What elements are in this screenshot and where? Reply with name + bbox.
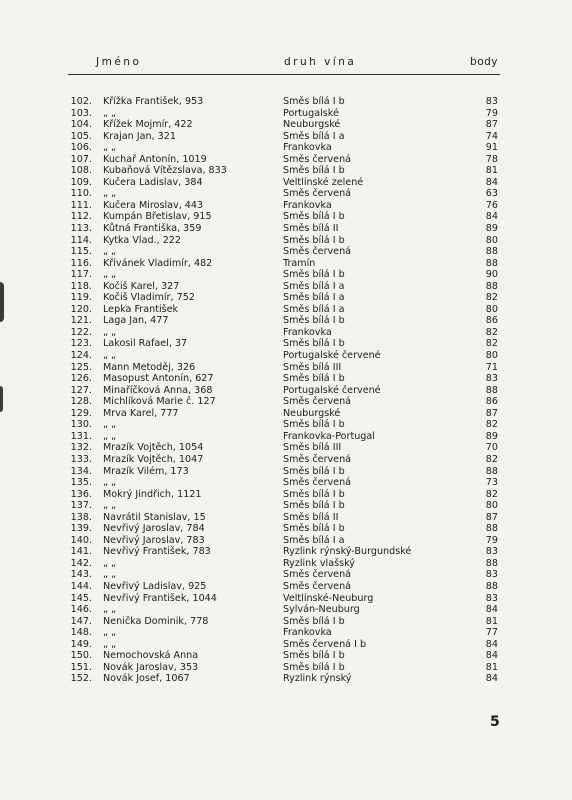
table-row [0,431,572,443]
table-row [0,235,572,247]
table-row [0,442,572,454]
points-score: 88 [485,557,498,569]
row-number: 109. [70,176,92,188]
wine-type: Směs červená [283,153,352,165]
wine-type: Směs bílá I b [283,269,345,281]
points-score: 77 [485,627,498,639]
table-row [0,454,572,466]
row-number: 134. [70,465,92,477]
row-number: 149. [70,638,92,650]
entrant-name: Mrazík Vojtěch, 1047 [103,453,204,465]
entrant-name: „ „ [103,107,116,119]
wine-type: Frankovka [283,199,332,211]
wine-type: Směs bílá I b [283,500,345,512]
wine-type: Směs červená [283,453,352,465]
entrant-name: Nevřivý František, 783 [103,546,211,558]
entrant-name: Mrazík Vojtěch, 1054 [103,442,204,454]
points-score: 63 [485,188,498,200]
points-score: 71 [485,361,498,373]
entrant-name: Nevřivý Jaroslav, 784 [103,523,205,535]
wine-type: Směs červená [283,246,352,258]
entrant-name: Kočiš Vladimír, 752 [103,292,195,304]
wine-type: Frankovka [283,142,332,154]
points-score: 88 [485,280,498,292]
points-score: 81 [485,661,498,673]
wine-type: Směs bílá I b [283,211,345,223]
entrant-name: Nevřivý Jaroslav, 783 [103,534,205,546]
wine-type: Směs bílá I b [283,523,345,535]
header-wine-type: druh vína [284,56,357,68]
wine-type: Veltlínské-Neuburg [283,592,374,604]
points-score: 70 [485,442,498,454]
points-score: 83 [485,546,498,558]
wine-type: Neuburgské [283,119,341,131]
points-score: 88 [485,523,498,535]
entrant-name: Křížka František, 953 [103,96,204,107]
table-row [0,477,572,489]
points-score: 89 [485,223,498,235]
row-number: 108. [70,165,92,177]
wine-type: Směs bílá II [283,511,339,523]
row-number: 111. [70,199,92,211]
wine-type: Směs bílá I b [283,234,345,246]
row-number: 137. [70,500,92,512]
row-number: 131. [70,430,92,442]
entrant-name: Mann Metoděj, 326 [103,361,196,373]
table-row [0,108,572,120]
entrant-name: „ „ [103,627,116,639]
table-row [0,200,572,212]
table-row [0,650,572,662]
row-number: 107. [70,153,92,165]
table-row [0,119,572,131]
wine-type: Směs bílá I b [283,373,345,385]
table-row [0,258,572,270]
entrant-name: Navrátil Stanislav, 15 [103,511,206,523]
wine-type: Směs bílá I a [283,534,345,546]
table-row [0,581,572,593]
wine-type: Směs bílá III [283,361,342,373]
wine-type: Směs bílá II [283,223,339,235]
table-row [0,246,572,258]
wine-type: Ryzlink rýnský-Burgundské [283,546,412,558]
table-row [0,500,572,512]
row-number: 146. [70,604,92,616]
wine-type: Směs bílá I b [283,419,345,431]
entrant-name: „ „ [103,326,116,338]
wine-type: Frankovka [283,627,332,639]
points-score: 88 [485,465,498,477]
table-row [0,408,572,420]
row-number: 119. [70,292,92,304]
points-score: 79 [485,107,498,119]
entrant-name: Nenička Dominik, 778 [103,615,209,627]
wine-type: Směs bílá I b [283,661,345,673]
entrant-name: „ „ [103,430,116,442]
row-number: 138. [70,511,92,523]
points-score: 84 [485,638,498,650]
points-score: 80 [485,303,498,315]
wine-type: Směs bílá III [283,442,342,454]
table-row [0,558,572,570]
wine-type: Tramín [283,257,316,269]
wine-type: Směs červená [283,188,352,200]
points-score: 80 [485,350,498,362]
wine-type: Směs bílá I b [283,338,345,350]
points-score: 86 [485,315,498,327]
row-number: 110. [70,188,92,200]
row-number: 135. [70,477,92,489]
row-number: 143. [70,569,92,581]
points-score: 78 [485,153,498,165]
header-rule [68,74,500,75]
entrant-name: „ „ [103,419,116,431]
entrant-name: Kočiš Karel, 327 [103,280,180,292]
entrant-name: „ „ [103,500,116,512]
points-score: 89 [485,430,498,442]
entrant-name: Křivánek Vladimír, 482 [103,257,213,269]
table-row [0,362,572,374]
entrant-name: Kůtná Františka, 359 [103,223,202,235]
table-row [0,165,572,177]
table-row [0,350,572,362]
table-row [0,627,572,639]
row-number: 112. [70,211,92,223]
header-name: Jméno [96,56,142,68]
table-row [0,523,572,535]
row-number: 133. [70,453,92,465]
row-number: 126. [70,373,92,385]
wine-type: Směs bílá I a [283,303,345,315]
row-number: 130. [70,419,92,431]
row-number: 113. [70,223,92,235]
points-score: 76 [485,199,498,211]
wine-type: Směs bílá I b [283,615,345,627]
table-row [0,373,572,385]
entrant-name: Nevřivý Ladislav, 925 [103,580,207,592]
table-header [68,56,500,70]
table-row [0,662,572,674]
entrant-name: Kučera Ladislav, 384 [103,176,203,188]
table-row [0,269,572,281]
table-row [0,535,572,547]
wine-type: Frankovka-Portugal [283,430,375,442]
table-row [0,188,572,200]
entrant-name: „ „ [103,188,116,200]
points-score: 86 [485,396,498,408]
table-row [0,639,572,651]
table-row [0,569,572,581]
entrant-name: „ „ [103,246,116,258]
points-score: 82 [485,326,498,338]
wine-type: Neuburgské [283,407,341,419]
row-number: 123. [70,338,92,350]
row-number: 103. [70,107,92,119]
table-row [0,466,572,478]
row-number: 114. [70,234,92,246]
table-row [0,396,572,408]
table-row [0,604,572,616]
entrant-name: Kuchař Antonín, 1019 [103,153,207,165]
points-score: 73 [485,477,498,489]
points-score: 83 [485,96,498,107]
table-row [0,673,572,685]
points-score: 88 [485,257,498,269]
entrant-name: Lepka František [103,303,179,315]
points-score: 87 [485,119,498,131]
wine-type: Směs bílá I b [283,165,345,177]
points-score: 84 [485,673,498,685]
results-table [0,96,572,685]
table-row [0,327,572,339]
points-score: 83 [485,569,498,581]
wine-type: Směs bílá I a [283,130,345,142]
wine-type: Směs bílá I b [283,465,345,477]
table-row [0,512,572,524]
points-score: 81 [485,165,498,177]
points-score: 88 [485,580,498,592]
entrant-name: „ „ [103,350,116,362]
row-number: 125. [70,361,92,373]
row-number: 118. [70,280,92,292]
points-score: 91 [485,142,498,154]
entrant-name: Nevřivý František, 1044 [103,592,217,604]
table-row [0,419,572,431]
table-row [0,223,572,235]
entrant-name: Mrazík Vilém, 173 [103,465,189,477]
entrant-name: Laga Jan, 477 [103,315,169,327]
row-number: 105. [70,130,92,142]
entrant-name: Křížek Mojmír, 422 [103,119,193,131]
row-number: 116. [70,257,92,269]
row-number: 127. [70,384,92,396]
wine-type: Směs bílá I b [283,315,345,327]
entrant-name: Kubaňová Vítězslava, 833 [103,165,227,177]
points-score: 90 [485,269,498,281]
row-number: 140. [70,534,92,546]
points-score: 87 [485,407,498,419]
entrant-name: Mrva Karel, 777 [103,407,179,419]
entrant-name: Nemochovská Anna [103,650,199,662]
entrant-name: Michlíková Marie č. 127 [103,396,216,408]
row-number: 141. [70,546,92,558]
points-score: 82 [485,292,498,304]
entrant-name: „ „ [103,142,116,154]
points-score: 84 [485,176,498,188]
table-row [0,96,572,108]
wine-type: Směs bílá I a [283,292,345,304]
entrant-name: „ „ [103,638,116,650]
wine-type: Portugalské [283,107,339,119]
table-row [0,616,572,628]
row-number: 117. [70,269,92,281]
table-row [0,142,572,154]
table-row [0,131,572,143]
points-score: 87 [485,511,498,523]
points-score: 81 [485,615,498,627]
entrant-name: „ „ [103,604,116,616]
entrant-name: Novák Jaroslav, 353 [103,661,199,673]
wine-type: Frankovka [283,326,332,338]
entrant-name: Lakosil Rafael, 37 [103,338,188,350]
entrant-name: Minaříčková Anna, 368 [103,384,213,396]
points-score: 84 [485,211,498,223]
row-number: 129. [70,407,92,419]
row-number: 120. [70,303,92,315]
row-number: 150. [70,650,92,662]
header-points: body [470,56,498,68]
points-score: 88 [485,246,498,258]
entrant-name: „ „ [103,557,116,569]
wine-type: Směs bílá I a [283,280,345,292]
entrant-name: „ „ [103,269,116,281]
entrant-name: Masopust Antonín, 627 [103,373,214,385]
points-score: 79 [485,534,498,546]
row-number: 115. [70,246,92,258]
wine-type: Ryzlink vlašský [283,557,355,569]
points-score: 82 [485,488,498,500]
wine-type: Směs červená [283,477,352,489]
entrant-name: Krajan Jan, 321 [103,130,176,142]
table-row [0,211,572,223]
table-row [0,315,572,327]
wine-type: Směs červená [283,396,352,408]
points-score: 88 [485,384,498,396]
row-number: 106. [70,142,92,154]
points-score: 82 [485,453,498,465]
row-number: 142. [70,557,92,569]
wine-type: Směs červená [283,580,352,592]
row-number: 104. [70,119,92,131]
points-score: 82 [485,419,498,431]
row-number: 147. [70,615,92,627]
wine-type: Portugalské červené [283,384,381,396]
table-row [0,304,572,316]
entrant-name: Novák Josef, 1067 [103,673,190,685]
entrant-name: Kumpán Břetislav, 915 [103,211,212,223]
points-score: 83 [485,592,498,604]
entrant-name: „ „ [103,569,116,581]
wine-type: Směs bílá I b [283,96,345,107]
wine-type: Směs bílá I b [283,488,345,500]
wine-type: Ryzlink rýnský [283,673,352,685]
table-row [0,154,572,166]
row-number: 102. [70,96,92,107]
page-number: 5 [490,714,500,730]
row-number: 151. [70,661,92,673]
points-score: 74 [485,130,498,142]
row-number: 122. [70,326,92,338]
table-row [0,489,572,501]
row-number: 148. [70,627,92,639]
table-row [0,385,572,397]
entrant-name: „ „ [103,477,116,489]
row-number: 139. [70,523,92,535]
table-row [0,546,572,558]
wine-type: Veltlínské zelené [283,176,364,188]
wine-type: Portugalské červené [283,350,381,362]
row-number: 124. [70,350,92,362]
row-number: 144. [70,580,92,592]
wine-type: Směs bílá I b [283,650,345,662]
row-number: 152. [70,673,92,685]
points-score: 80 [485,234,498,246]
table-row [0,281,572,293]
entrant-name: Kučera Miroslav, 443 [103,199,204,211]
points-score: 82 [485,338,498,350]
points-score: 80 [485,500,498,512]
row-number: 121. [70,315,92,327]
row-number: 128. [70,396,92,408]
points-score: 84 [485,650,498,662]
points-score: 84 [485,604,498,616]
wine-type: Sylván-Neuburg [283,604,360,616]
table-row [0,177,572,189]
table-row [0,593,572,605]
entrant-name: Mokrý Jindřich, 1121 [103,488,202,500]
row-number: 132. [70,442,92,454]
table-row [0,292,572,304]
row-number: 145. [70,592,92,604]
table-row [0,338,572,350]
points-score: 83 [485,373,498,385]
wine-type: Směs červená I b [283,638,367,650]
entrant-name: Kytka Vlad., 222 [103,234,182,246]
wine-type: Směs červená [283,569,352,581]
row-number: 136. [70,488,92,500]
